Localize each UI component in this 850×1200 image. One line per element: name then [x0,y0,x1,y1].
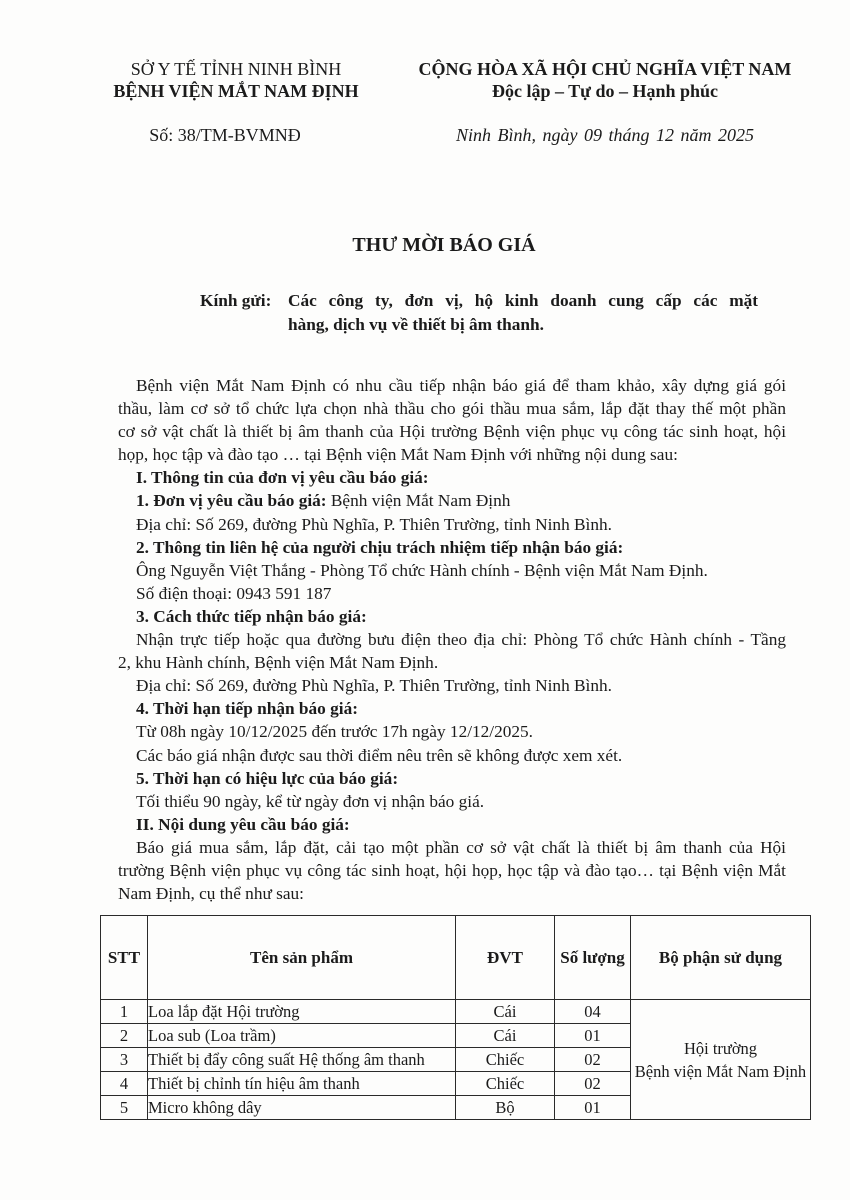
receipt-period: Từ 08h ngày 10/12/2025 đến trước 17h ngày 12/12/2025. [136,722,533,742]
phone-number: Số điện thoại: 0943 591 187 [136,583,332,603]
field-label: 3. Cách thức tiếp nhận báo giá: [136,606,367,626]
cell-quantity: 02 [555,1072,631,1096]
document-number: Số: 38/TM-BVMNĐ [149,125,301,145]
document-body [118,374,786,905]
field-label: 1. Đơn vị yêu cầu báo giá: [136,491,327,511]
requesting-unit-line [118,489,786,512]
receipt-method-line: Nhận trực tiếp hoặc qua đường bưu điện theo địa chỉ: Phòng Tổ chức Hành chính - Tầng [136,630,786,650]
cell-unit: Chiếc [456,1048,555,1072]
request-content-line: Báo giá mua sắm, lắp đặt, cải tạo một phần cơ sở vật chất là thiết bị âm thanh của Hội [136,837,786,857]
field-value: Bệnh viện Mắt Nam Định [330,491,511,511]
column-header-stt: STT [101,916,148,1000]
field-label: 2. Thông tin liên hệ của người chịu trách nhiệm tiếp nhận báo giá: [136,537,624,557]
cell-quantity: 01 [555,1024,631,1048]
cell-unit: Chiếc [456,1072,555,1096]
section-heading: I. Thông tin của đơn vị yêu cầu báo giá: [136,468,429,488]
intro-line: Bệnh viện Mắt Nam Định có nhu cầu tiếp nhận báo giá để tham khảo, xây dựng giá gói [136,376,786,395]
column-header-unit: ĐVT [456,916,555,1000]
department-line: Hội trường [683,1038,758,1058]
cell-stt: 2 [101,1024,148,1048]
cell-stt: 1 [101,1000,148,1024]
intro-line: cơ sở vật chất là thiết bị âm thanh của Hội trường Bệnh viện phục vụ công tác sinh hoạt, hội [118,422,786,442]
validity-period: Tối thiểu 90 ngày, kể từ ngày đơn vị nhận báo giá. [136,791,485,811]
country-name: CỘNG HÒA XÃ HỘI CHỦ NGHĨA VIỆT NAM [418,59,792,79]
address-line: Địa chỉ: Số 269, đường Phù Nghĩa, P. Thiên Trường, tỉnh Ninh Bình. [136,514,612,534]
cell-department [631,1000,811,1120]
field-label: 4. Thời hạn tiếp nhận báo giá: [136,699,358,719]
cell-stt: 4 [101,1072,148,1096]
column-header-department: Bộ phận sử dụng [631,916,811,1000]
cell-quantity: 02 [555,1048,631,1072]
recipient-text [288,289,758,337]
cell-unit: Cái [456,1000,555,1024]
cell-product-name: Thiết bị đẩy công suất Hệ thống âm thanh [148,1048,456,1072]
national-motto: Độc lập – Tự do – Hạnh phúc [491,81,719,101]
organization-name: BỆNH VIỆN MẮT NAM ĐỊNH [113,81,359,101]
cell-quantity: 01 [555,1096,631,1120]
request-content-line: trường Bệnh viện phục vụ công tác sinh hoạt, hội họp, học tập và đào tạo… tại Bệnh viện Mắt [118,860,786,880]
contact-person: Ông Nguyễn Việt Thắng - Phòng Tổ chức Hành chính - Bệnh viện Mắt Nam Định. [136,560,708,580]
address-line: Địa chỉ: Số 269, đường Phù Nghĩa, P. Thiên Trường, tỉnh Ninh Bình. [136,676,612,696]
field-label: 5. Thời hạn có hiệu lực của báo giá: [136,768,399,788]
product-table [100,915,811,1120]
receipt-method-line: 2, khu Hành chính, Bệnh viện Mắt Nam Định. [118,653,439,673]
recipient-line: Các công ty, đơn vị, hộ kinh doanh cung cấp các mặt [288,291,758,310]
receipt-note: Các báo giá nhận được sau thời điểm nêu trên sẽ không được xem xét. [136,745,623,765]
issuing-agency-block [66,58,406,102]
cell-product-name: Loa sub (Loa trầm) [148,1024,456,1048]
document-title: THƯ MỜI BÁO GIÁ [352,234,536,256]
cell-quantity: 04 [555,1000,631,1024]
parent-agency: SỞ Y TẾ TỈNH NINH BÌNH [130,59,342,79]
national-title-block [412,58,798,102]
column-header-quantity: Số lượng [555,916,631,1000]
request-content-line: Nam Định, cụ thể như sau: [118,884,304,904]
table-row [101,1000,811,1024]
column-header-product-name: Tên sản phẩm [148,916,456,1000]
cell-product-name: Micro không dây [148,1096,456,1120]
cell-stt: 3 [101,1048,148,1072]
intro-line: họp, học tập và đào tạo … tại Bệnh viện Mắt Nam Định với những nội dung sau: [118,445,678,465]
section-heading: II. Nội dung yêu cầu báo giá: [136,814,350,834]
cell-product-name: Loa lắp đặt Hội trường [148,1000,456,1024]
recipient-label: Kính gửi: [200,291,272,310]
intro-line: thầu, làm cơ sở tổ chức lựa chọn nhà thầu cho gói thầu mua sắm, lắp đặt thay thế một phần [118,399,786,419]
cell-stt: 5 [101,1096,148,1120]
department-line: Bệnh viện Mắt Nam Định [634,1061,807,1081]
place-and-date: Ninh Bình, ngày 09 tháng 12 năm 2025 [456,125,754,145]
table-header-row [101,916,811,1000]
cell-product-name: Thiết bị chỉnh tín hiệu âm thanh [148,1072,456,1096]
cell-unit: Bộ [456,1096,555,1120]
recipient-line: hàng, dịch vụ về thiết bị âm thanh. [288,315,544,334]
cell-unit: Cái [456,1024,555,1048]
